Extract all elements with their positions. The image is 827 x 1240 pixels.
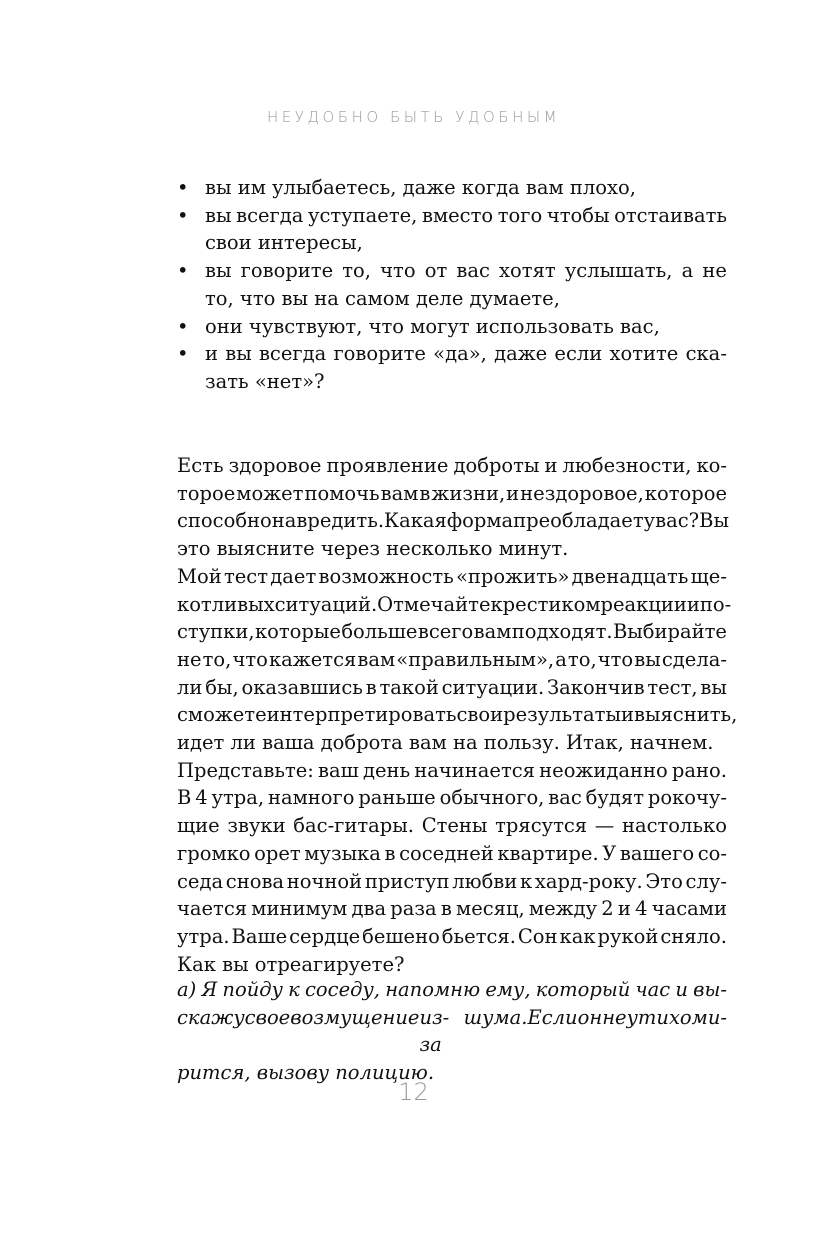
word: между [528,897,598,921]
word: не [177,647,202,671]
word: сможете [177,703,267,727]
word: шума. [463,1005,528,1029]
word: к [520,869,533,893]
text-line [177,812,727,840]
word: намного [267,786,355,810]
word: Ваше [231,924,288,948]
word: соседу, [304,978,380,1001]
word: здоровое [228,454,322,477]
word: 2 [601,897,614,921]
word: месяц, [456,897,525,921]
word: отстаивать [614,203,727,227]
word: будят [585,786,644,810]
word: бас-гитары. [293,814,415,838]
word: а) [177,978,197,1001]
page-number: 12 [398,1078,429,1106]
word: что [597,647,634,671]
word: нездоровое, [520,481,644,505]
text-line [205,340,727,368]
word: громко [177,841,251,865]
word: Отмечайте [377,592,491,616]
word: Сон [517,924,558,948]
word: Вы [699,509,729,533]
body-text [177,452,738,978]
word: ваш [318,758,359,782]
word: В [177,786,192,810]
text-line: свои интересы, [205,231,363,255]
word: а [555,647,567,671]
answer-option-a [177,976,727,1087]
word: неожиданно [539,758,668,782]
word: — [594,814,615,838]
text-line [177,701,738,729]
word: вам [473,620,512,644]
word: 4 [195,786,208,810]
word: больше [341,620,418,644]
word: вам [357,647,396,671]
paragraph [177,757,727,979]
word: Представьте: [177,758,314,782]
word: вы [700,675,727,699]
word: чается [177,897,248,921]
paragraph [177,452,727,563]
word: возможность [318,564,454,588]
word: Мой [177,564,222,588]
text-line [177,646,727,674]
word: рокочу- [647,786,727,810]
word: к [288,978,300,1001]
word: вы [225,342,252,366]
word: рано. [671,758,727,782]
word: и [675,978,688,1001]
word: оказавшись [241,675,363,699]
word: вам [380,481,419,505]
word: возмущение [290,1005,420,1029]
word: обычного, [439,786,545,810]
word: «правильным», [396,647,555,671]
word: вы [634,647,661,671]
word: вас [456,259,490,283]
word: вы [205,203,232,227]
word: даже [494,342,548,366]
word: жизни, [431,481,506,505]
word: форма [446,509,514,533]
word: ска- [685,342,727,366]
word: минимум [251,897,348,921]
word: всегда [236,203,304,227]
word: ситуации. [441,675,545,699]
word: двенадцать [571,564,689,588]
word: доброты [453,454,540,477]
word: орет [254,841,301,865]
word: слу- [685,869,727,893]
word: Стены [421,814,488,838]
text-line [177,507,727,535]
bullet-icon: • [177,176,189,199]
word: седа [177,869,224,893]
word: говорите [240,259,334,283]
word: навредить. [271,509,385,533]
text-line [177,868,727,896]
word: Выбирайте [612,620,727,644]
word: не [702,259,727,283]
word: ступки, [177,620,255,644]
word: чтобы [546,203,610,227]
word: в [384,841,396,865]
word: У [602,841,617,865]
word: сдела- [661,647,727,671]
word: хотите [609,342,679,366]
word: которые [254,620,341,644]
text-line [177,784,727,812]
word: 4 [635,897,648,921]
bullet-icon: • [177,203,189,227]
word: раза [390,897,437,921]
word: вы- [693,978,727,1001]
word: такой [379,675,439,699]
word: любезности, [562,454,692,477]
word: тест, [647,675,698,699]
word: способно [177,509,272,533]
word: как [559,924,596,948]
word: вас [548,786,582,810]
text-line [177,618,727,646]
text-line [205,202,727,230]
text-line: это выясните через несколько минут. [177,537,569,561]
text-line [205,257,727,285]
bullet-icon: • [177,342,189,366]
text-line [177,840,727,868]
word: в [440,897,452,921]
word: рукой [597,924,659,948]
word: ситуаций. [274,592,378,616]
word: и [617,897,631,921]
word: помочь [304,481,380,505]
bullet-item [177,174,727,202]
word: Закончив [546,675,645,699]
word: щие [177,814,220,838]
bullet-icon: • [177,314,189,338]
bullet-list [177,174,727,396]
bullet-item [177,313,727,341]
word: часами [651,897,727,921]
text-line: вы им улыбаетесь, даже когда вам плохо, [205,176,636,199]
word: выяснить, [633,703,738,727]
word: час [635,978,671,1001]
word: реакции [600,592,687,616]
word: бешено [362,924,440,948]
word: звуки [227,814,286,838]
word: дает [270,564,317,588]
text-line [177,1004,727,1059]
word: результаты [503,703,621,727]
word: котливых [177,592,275,616]
word: ли [177,675,203,699]
word: интерпретировать [266,703,457,727]
text-line [177,976,727,1004]
word: и [205,342,218,366]
word: и [506,481,520,505]
running-header: НЕУДОБНО БЫТЬ УДОБНЫМ [266,108,561,126]
text-line: то, что вы на самом деле думаете, [205,286,560,310]
word: утра. [177,924,230,948]
word: снова [225,869,285,893]
word: в [419,481,431,505]
word: которое [644,481,727,505]
word: скажу [177,1005,245,1029]
word: крестиком [490,592,601,616]
word: хард-року. [534,869,643,893]
text-line [177,757,727,785]
text-line: зать «нет»? [205,369,325,393]
word: квартире. [497,841,599,865]
bullet-item [177,202,727,257]
word: преобладает [513,509,644,533]
word: пойду [222,978,283,1001]
word: тест [223,564,269,588]
word: музыка [304,841,381,865]
word: услышать, [564,259,673,283]
word: утихоми- [626,1005,727,1029]
text-line [177,591,732,619]
word: того [497,203,543,227]
word: Если [527,1005,578,1029]
text-line: Как вы отреагируете? [177,952,405,976]
word: свое [244,1005,291,1029]
word: по- [699,592,732,616]
word: день [362,758,411,782]
word: который [535,978,631,1001]
word: свои [456,703,504,727]
word: уступаете, [308,203,418,227]
word: раньше [358,786,436,810]
word: может [236,481,304,505]
text-line [177,563,727,591]
word: от [424,259,448,283]
word: проявление [326,454,449,477]
text-line [177,674,727,702]
word: то, [567,647,597,671]
text-line [177,452,727,480]
text-line [177,480,727,508]
word: бы, [205,675,239,699]
text-line: они чувствуют, что могут использовать вас, [205,314,660,338]
text-line [177,923,727,951]
word: если [554,342,603,366]
word: «прожить» [456,564,570,588]
word: он [577,1005,603,1029]
word: со- [697,841,727,865]
word: Я [201,978,218,1001]
word: подходят. [511,620,613,644]
word: «да», [433,342,487,366]
word: сняло. [660,924,727,948]
paragraph [177,563,738,757]
text-line: рится, вызову полицию. [177,1061,435,1085]
word: в [365,675,377,699]
word: соседней [399,841,494,865]
word: всегда [258,342,327,366]
word: Есть [177,454,224,477]
word: кажется [268,647,357,671]
word: не [602,1005,627,1029]
word: настолько [621,814,727,838]
word: то, [342,259,371,283]
bullet-item [177,340,727,395]
word: сердце [289,924,361,948]
text-line: идет ли ваша доброта вам на пользу. Итак, начнем. [177,731,714,755]
word: вы [205,259,232,283]
word: ще- [690,564,727,588]
word: Это [645,869,683,893]
word: ко- [696,454,727,477]
word: и [620,703,634,727]
word: что [232,647,268,671]
word: приступ [364,869,450,893]
text-line [177,895,727,923]
word: два [351,897,387,921]
word: трясутся [495,814,588,838]
word: всего [417,620,474,644]
word: что [380,259,416,283]
word: напомню [385,978,481,1001]
word: вашего [619,841,695,865]
word: хотят [499,259,556,283]
word: говорите [333,342,426,366]
word: и [686,592,700,616]
word: у [643,509,656,533]
word: Какая [384,509,447,533]
word: а [681,259,694,283]
bullet-item [177,257,727,312]
word: вас? [655,509,700,533]
word: бьется. [441,924,516,948]
word: ему, [485,978,531,1001]
word: то, [202,647,232,671]
word: из-за [419,1005,450,1057]
word: начинается [414,758,535,782]
word: и [544,454,558,477]
word: вместо [421,203,494,227]
word: утра, [211,786,265,810]
word: любви [452,869,518,893]
bullet-icon: • [177,259,189,283]
word: ночной [286,869,363,893]
word: торое [177,481,236,505]
